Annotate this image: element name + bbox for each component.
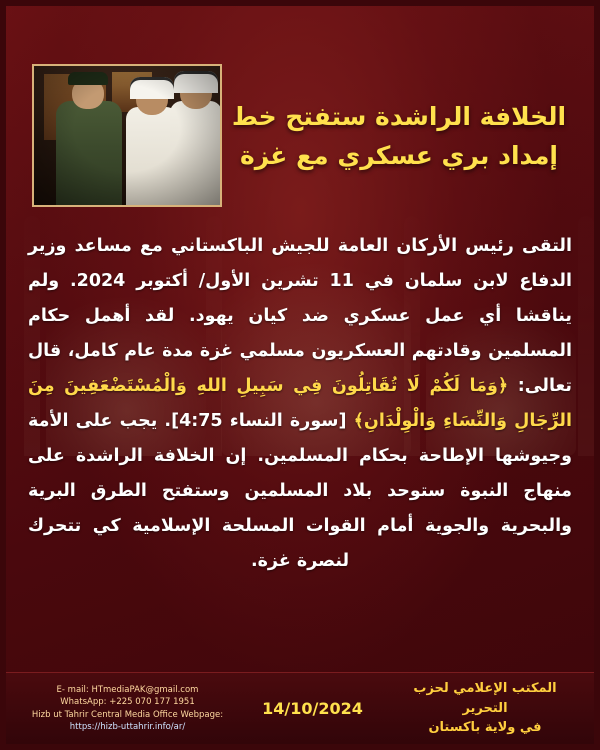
media-office-credit [390,679,580,738]
contact-details [20,684,235,733]
article-body [28,229,572,579]
quran-verse: ﴿وَمَا لَكُمْ لَا تُقَاتِلُونَ فِي سَبِيلِ اللهِ وَالْمُسْتَضْعَفِينَ مِنَ الرِّجَالِ وَالنِّسَاءِ وَالْوِلْدَانِ﴾ [28,376,572,431]
media-office-line-1: المكتب الإعلامي لحزب التحرير [413,681,557,716]
quran-reference: [سورة النساء 4:75]. [157,411,354,431]
headline-line-2: إمداد بري عسكري مع غزة [239,140,559,170]
photo-vignette [34,66,220,205]
headline-line-1: الخلافة الراشدة ستفتح خط [231,102,567,131]
webpage-url[interactable]: https://hizb-uttahrir.info/ar/ [69,721,186,732]
body-paragraph-second: يجب على الأمة وجيوشها الإطاحة بحكام المسلمين. إن الخلافة الراشدة على منهاج النبوة ستوحد بلاد المسلمين وستفتح الطرق البرية والبحرية والجوية أمام القوات المسلحة الإسلامية كي تتحرك لنصرة غزة. [28,411,572,571]
publish-date: 14/10/2024 [262,699,363,718]
meeting-photo [32,64,222,207]
contact-whatsapp: WhatsApp: +225 070 177 1951 [60,697,195,708]
contact-email[interactable]: E- mail: HTmediaPAK@gmail.com [56,684,199,695]
poster-footer [6,672,594,744]
media-office-line-2: في ولاية باكستان [428,720,542,736]
body-paragraph-first: التقى رئيس الأركان العامة للجيش الباكستاني مع مساعد وزير الدفاع لابن سلمان في 11 تشرين الأول/ أكتوبر 2024. ولم يناقشا أي عمل عسكري ضد كيان يهود. لقد أهمل حكام المسلمين وقادتهم العسكريون مسلمي غزة مدة عام كامل، قال تعالى: [28,236,572,396]
poster-header [6,6,594,207]
webpage-label: Hizb ut Tahrir Central Media Office Webpage: [31,709,224,720]
page-title [222,64,568,176]
